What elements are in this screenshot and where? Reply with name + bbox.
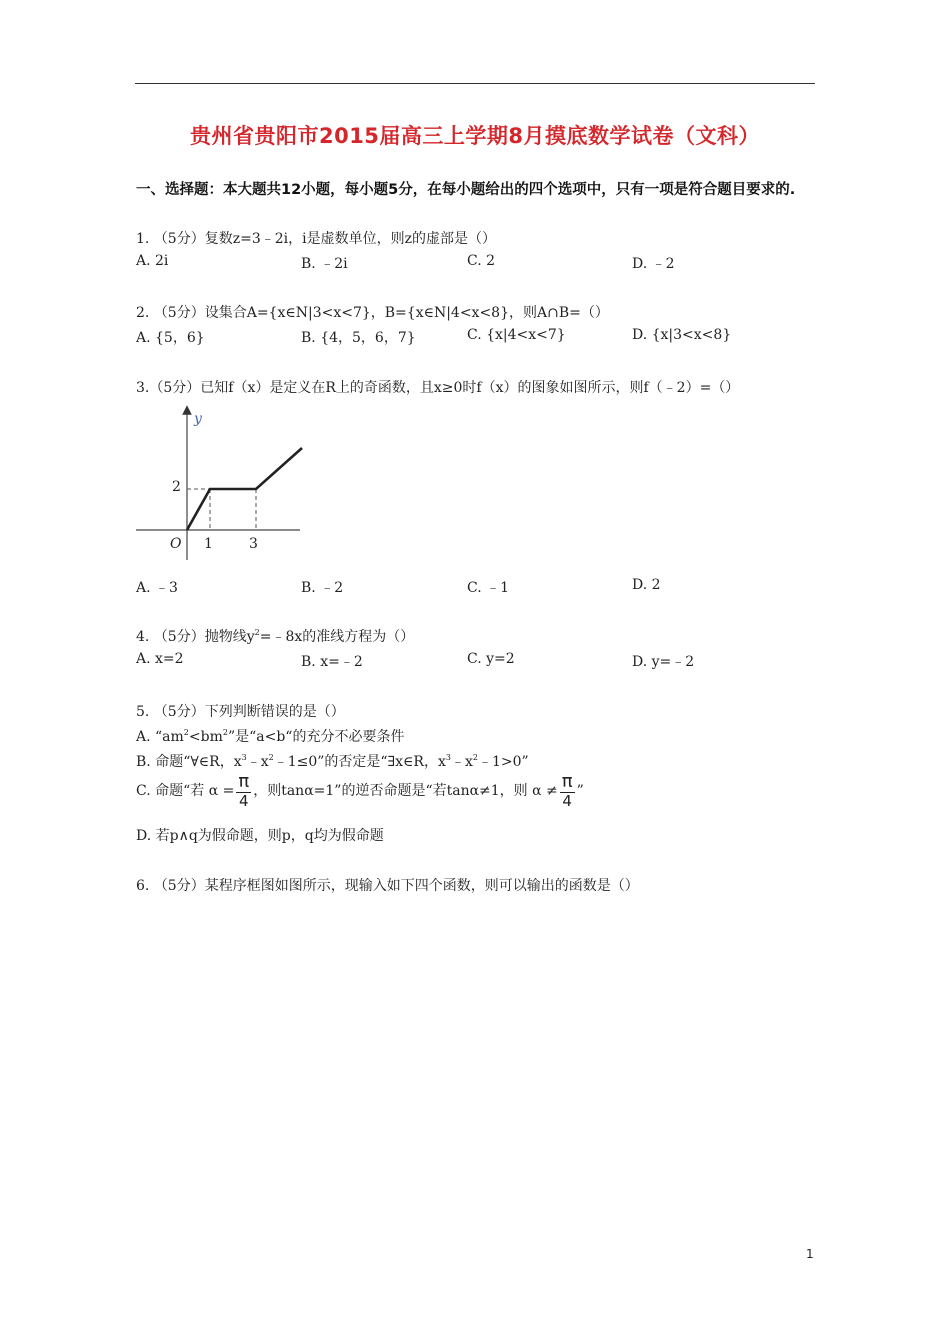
x-tick-label-3: 3	[249, 536, 258, 552]
question-5-stem: 5. （5分）下列判断错误的是（）	[136, 704, 345, 720]
question-6-stem: 6. （5分）某程序框图如图所示，现输入如下四个函数，则可以输出的函数是（）	[136, 878, 639, 894]
fraction-pi-over-4: $\frac{\pi}{4}$	[238, 771, 250, 810]
q3-option-c: C. ﹣1	[467, 580, 510, 596]
q3-option-a: A. ﹣3	[136, 580, 178, 596]
q5-option-c: C. 命题“若 α = $\frac{\pi}{4}$ ，则tanα=1”的逆否命题是“若tanα≠1，则 α ≠ $\frac{\pi}{4}$ ”	[136, 771, 584, 810]
q2-option-d: D. {x|3<x<8}	[632, 327, 732, 343]
q4-option-d: D. y=﹣2	[632, 654, 695, 670]
q1-option-a: A. 2i	[136, 253, 169, 269]
q5-option-a: A. “$am^2<bm^2$”是“a<b“的充分不必要条件	[136, 728, 405, 745]
q4-option-c: C. y=2	[467, 651, 515, 667]
fraction-pi-over-4: $\frac{\pi}{4}$	[561, 771, 573, 810]
page-number: 1	[806, 1247, 814, 1261]
document-title: 贵州省贵阳市2015届高三上学期8月摸底数学试卷（文科）	[189, 124, 761, 148]
q1-option-c: C. 2	[467, 253, 496, 269]
x-tick-label-1: 1	[204, 536, 213, 552]
q2-option-b: B. {4，5，6，7}	[301, 330, 416, 346]
section-heading: 一、选择题：本大题共12小题，每小题5分，在每小题给出的四个选项中，只有一项是符合题目要求的.	[136, 182, 796, 198]
header-rule	[135, 83, 815, 84]
q1-option-d: D. ﹣2	[632, 256, 675, 272]
y-tick-label: 2	[172, 479, 181, 495]
y-axis-label: y	[194, 411, 202, 427]
q2-option-a: A. {5，6}	[136, 330, 205, 346]
q2-option-c: C. {x|4<x<7}	[467, 327, 566, 343]
q4-option-b: B. x=﹣2	[301, 654, 363, 670]
question-3-stem: 3.（5分）已知f（x）是定义在R上的奇函数，且x≥0时f（x）的图象如图所示，则f（﹣2）=（）	[136, 380, 740, 396]
question-4-stem: 4. （5分）抛物线$y^2=﹣8x$的准线方程为（）	[136, 628, 415, 645]
q4-option-a: A. x=2	[136, 651, 184, 667]
q5-option-b: B. 命题“∀∈R，$x^3﹣x^2﹣1\le 0$”的否定是“∃x∈R，$x^3﹣x^2﹣1>0$”	[136, 753, 529, 770]
q3-option-b: B. ﹣2	[301, 580, 344, 596]
function-graph	[130, 404, 310, 564]
origin-label: O	[170, 536, 182, 552]
q5-option-d: D. 若p∧q为假命题，则p，q均为假命题	[136, 828, 384, 844]
q3-option-d: D. 2	[632, 577, 661, 593]
question-2-stem: 2. （5分）设集合A={x∈N|3<x<7}，B={x∈N|4<x<8}，则A∩B=（）	[136, 305, 609, 321]
question-1-stem: 1. （5分）复数z=3﹣2i，i是虚数单位，则z的虚部是（）	[136, 231, 496, 247]
q1-option-b: B. ﹣2i	[301, 256, 348, 272]
